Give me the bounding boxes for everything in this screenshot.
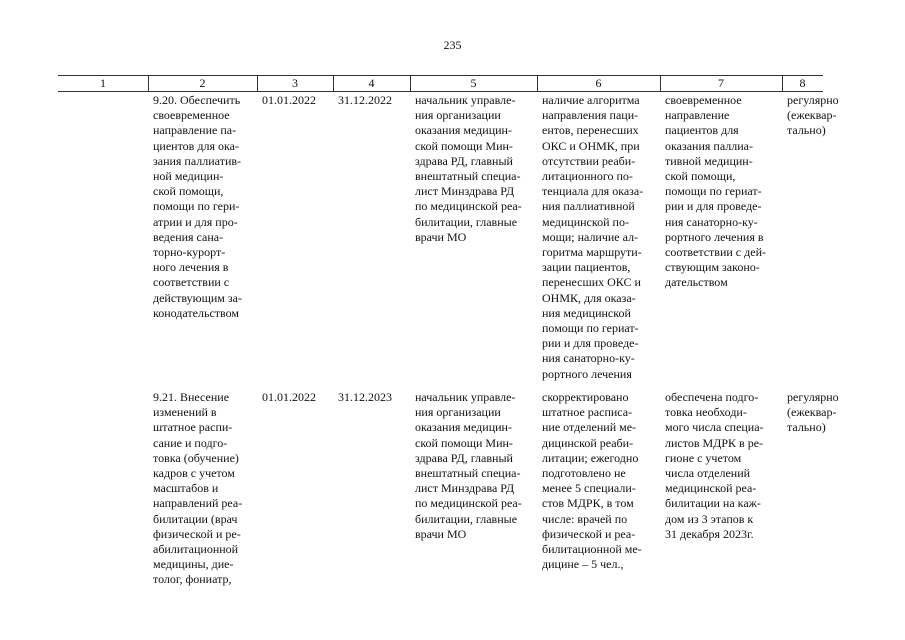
responsible-cell: начальник управле- ния организации оказания медицин- ской помощи Мин- здрава РД, главный внештатный специа- лист Минздрава РД по медицинской реа- билитации, главные врачи МО (415, 93, 522, 244)
column-header-2: 2 (199, 76, 206, 90)
column-header-6: 6 (595, 76, 602, 90)
table-header-bottom-rule (58, 91, 823, 92)
measure-cell: 9.21. Внесение изменений в штатное распи- сание и подго- товка (обучение) кадров с учетом масштабов и направлений реа- билитации (врач физической и ре- абилитационной медицины, дие- толог, фониатр, (153, 390, 243, 587)
column-header-5: 5 (470, 76, 477, 90)
responsible-cell: начальник управле- ния организации оказания медицин- ской помощи Мин- здрава РД, главный внештатный специа- лист Минздрава РД по медицинской реа- билитации, главные врачи МО (415, 390, 522, 541)
result-cell: скорректировано штатное расписа- ние отделений ме- дицинской реаби- литации; ежегодно подготовлено не менее 5 специали- стов МДРК, в том числе: врачей по физической и реа- билитационной ме- дицине – 5 чел., (542, 390, 642, 572)
end-date-cell: 31.12.2022 (338, 93, 392, 107)
measure-cell: 9.20. Обеспечить своевременное направление па- циентов для ока- зания паллиатив- ной медицин- ской помощи, помощи по гери- атрии и для про- ведения сана- торно-курорт- ного лечения в соответствии с действующим за- конодательством (153, 93, 242, 320)
result-cell: наличие алгоритма направления паци- ентов, перенесших ОКС и ОНМК, при отсутствии реаби- литационного по- тенциала для оказа- ния паллиативной медицинской по- мощи; наличие ал- горитма маршрути- зации пациентов, перенесших ОКС и ОНМК, для оказа- ния медицинской помощи по гериат- рии и для проведе- ния санаторно-ку- рортного лечения (542, 93, 644, 381)
column-header-1: 1 (100, 76, 106, 90)
column-header-4: 4 (368, 76, 375, 90)
periodicity-cell: регулярно (ежеквар- тально) (787, 390, 839, 435)
end-date-cell: 31.12.2023 (338, 390, 392, 404)
page-number: 235 (443, 38, 462, 52)
outcome-cell: обеспечена подго- товка необходи- мого числа специа- листов МДРК в ре- гионе с учетом числа отделений медицинской реа- билитации на каж- дом из 3 этапов к 31 декабря 2023г. (665, 390, 764, 541)
start-date-cell: 01.01.2022 (262, 93, 316, 107)
column-header-7: 7 (718, 76, 724, 90)
start-date-cell: 01.01.2022 (262, 390, 316, 404)
outcome-cell: своевременное направление пациентов для оказания паллиа- тивной медицин- ской помощи, помощи по гериат- рии и для проведе- ния санаторно-ку- рортного лечения в соответствии с дей- ствующим законо- дательством (665, 93, 766, 290)
column-header-8: 8 (799, 76, 806, 90)
column-header-3: 3 (292, 76, 298, 90)
periodicity-cell: регулярно (ежеквар- тально) (787, 93, 839, 138)
